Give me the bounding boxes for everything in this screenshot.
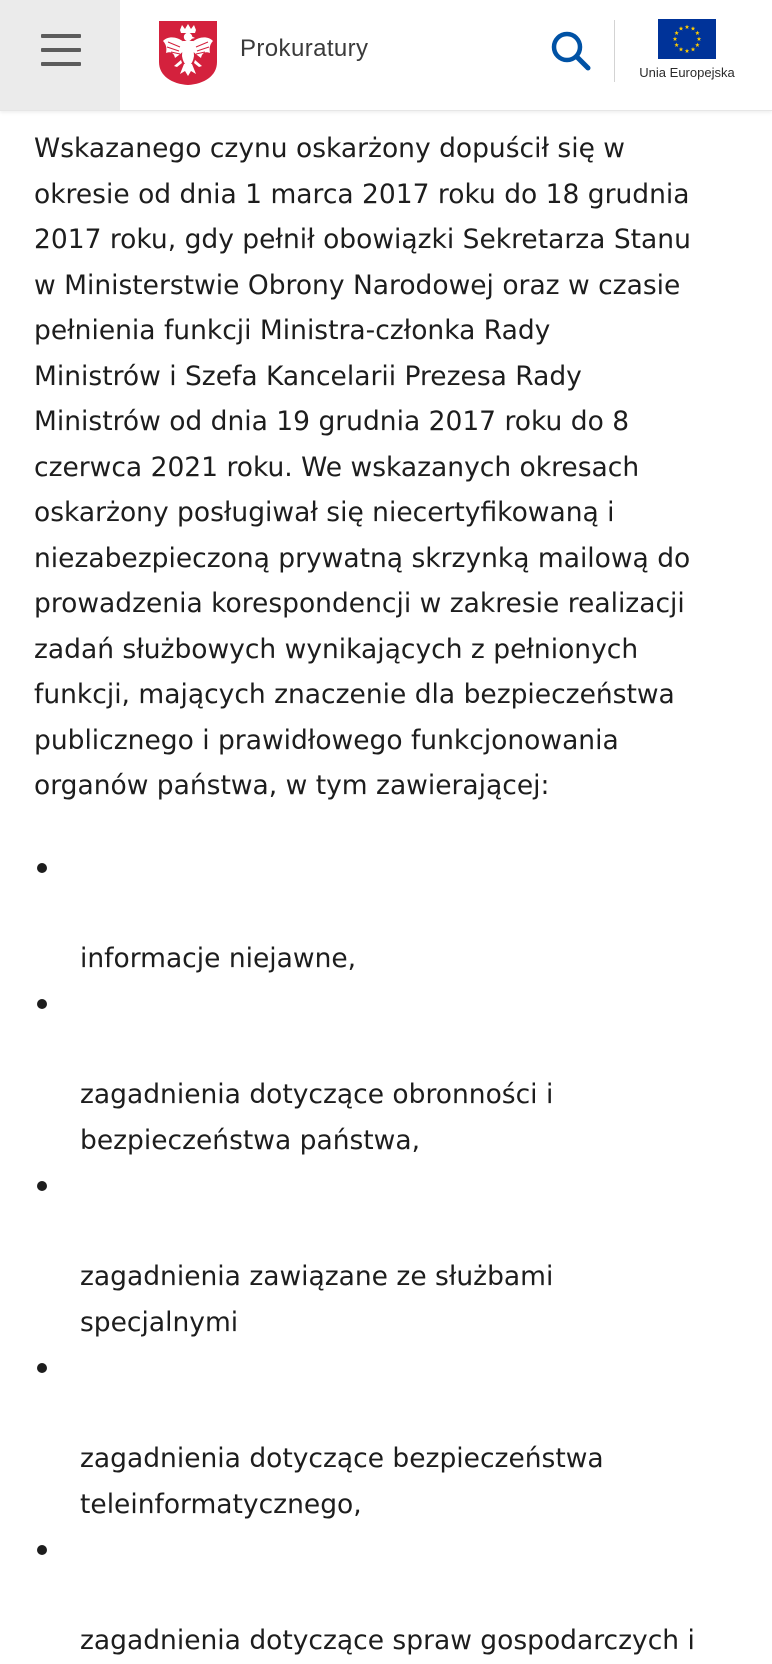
menu-button[interactable] bbox=[0, 0, 120, 110]
article-paragraph: Wskazanego czynu oskarżony dopuścił się w okresie od dnia 1 marca 2017 roku do 18 grudnia 2017 roku, gdy pełnił obowiązki Sekretarza Stanu w Ministerstwie Obrony Narodowej oraz w czasie pełnienia funkcji Ministra-członka Rady Ministrów i Szefa Kancelarii Prezesa Rady Ministrów od dnia 19 grudnia 2017 roku do 8 czerwca 2021 roku. We wskazanych okresach oskarżony posługiwał się niecertyfikowaną i niezabezpieczoną prywatną skrzynką mailową do prowadzenia korespondencji w zakresie realizacji zadań służbowych wynikających z pełnionych funkcji, mających znaczenie dla bezpieczeństwa publicznego i prawidłowego funkcjonowania organów państwa, w tym zawierającej: bbox=[34, 133, 691, 801]
top-header bbox=[0, 0, 772, 111]
search-icon bbox=[548, 28, 594, 74]
bullet-icon bbox=[37, 1181, 47, 1191]
polish-eagle-emblem[interactable] bbox=[158, 20, 218, 86]
bullet-icon bbox=[37, 863, 47, 873]
header-divider bbox=[614, 20, 615, 82]
list-item bbox=[34, 1163, 760, 1345]
list-item-text: informacje niejawne, bbox=[80, 942, 357, 974]
list-item bbox=[34, 845, 760, 982]
list-item bbox=[34, 1527, 760, 1664]
list-item-text: zagadnienia zawiązane ze służbami specjalnymi bbox=[80, 1261, 554, 1338]
bullet-icon bbox=[37, 1363, 47, 1373]
bullet-list bbox=[34, 845, 760, 1664]
site-title-link[interactable]: Prokuratury bbox=[240, 35, 369, 62]
list-item bbox=[34, 981, 760, 1163]
list-item-text: zagadnienia dotyczące bezpieczeństwa teleinformatycznego, bbox=[80, 1443, 604, 1520]
bullet-icon bbox=[37, 999, 47, 1009]
search-button[interactable] bbox=[548, 28, 594, 74]
list-item bbox=[34, 1345, 760, 1527]
eu-flag-icon bbox=[658, 19, 716, 59]
list-item-text: zagadnienia dotyczące obronności i bezpieczeństwa państwa, bbox=[80, 1079, 554, 1156]
list-item-text: zagadnienia dotyczące spraw gospodarczych i bbox=[80, 1625, 695, 1656]
bullet-icon bbox=[37, 1545, 47, 1555]
eu-label: Unia Europejska bbox=[639, 65, 735, 80]
article-content bbox=[34, 126, 760, 1664]
